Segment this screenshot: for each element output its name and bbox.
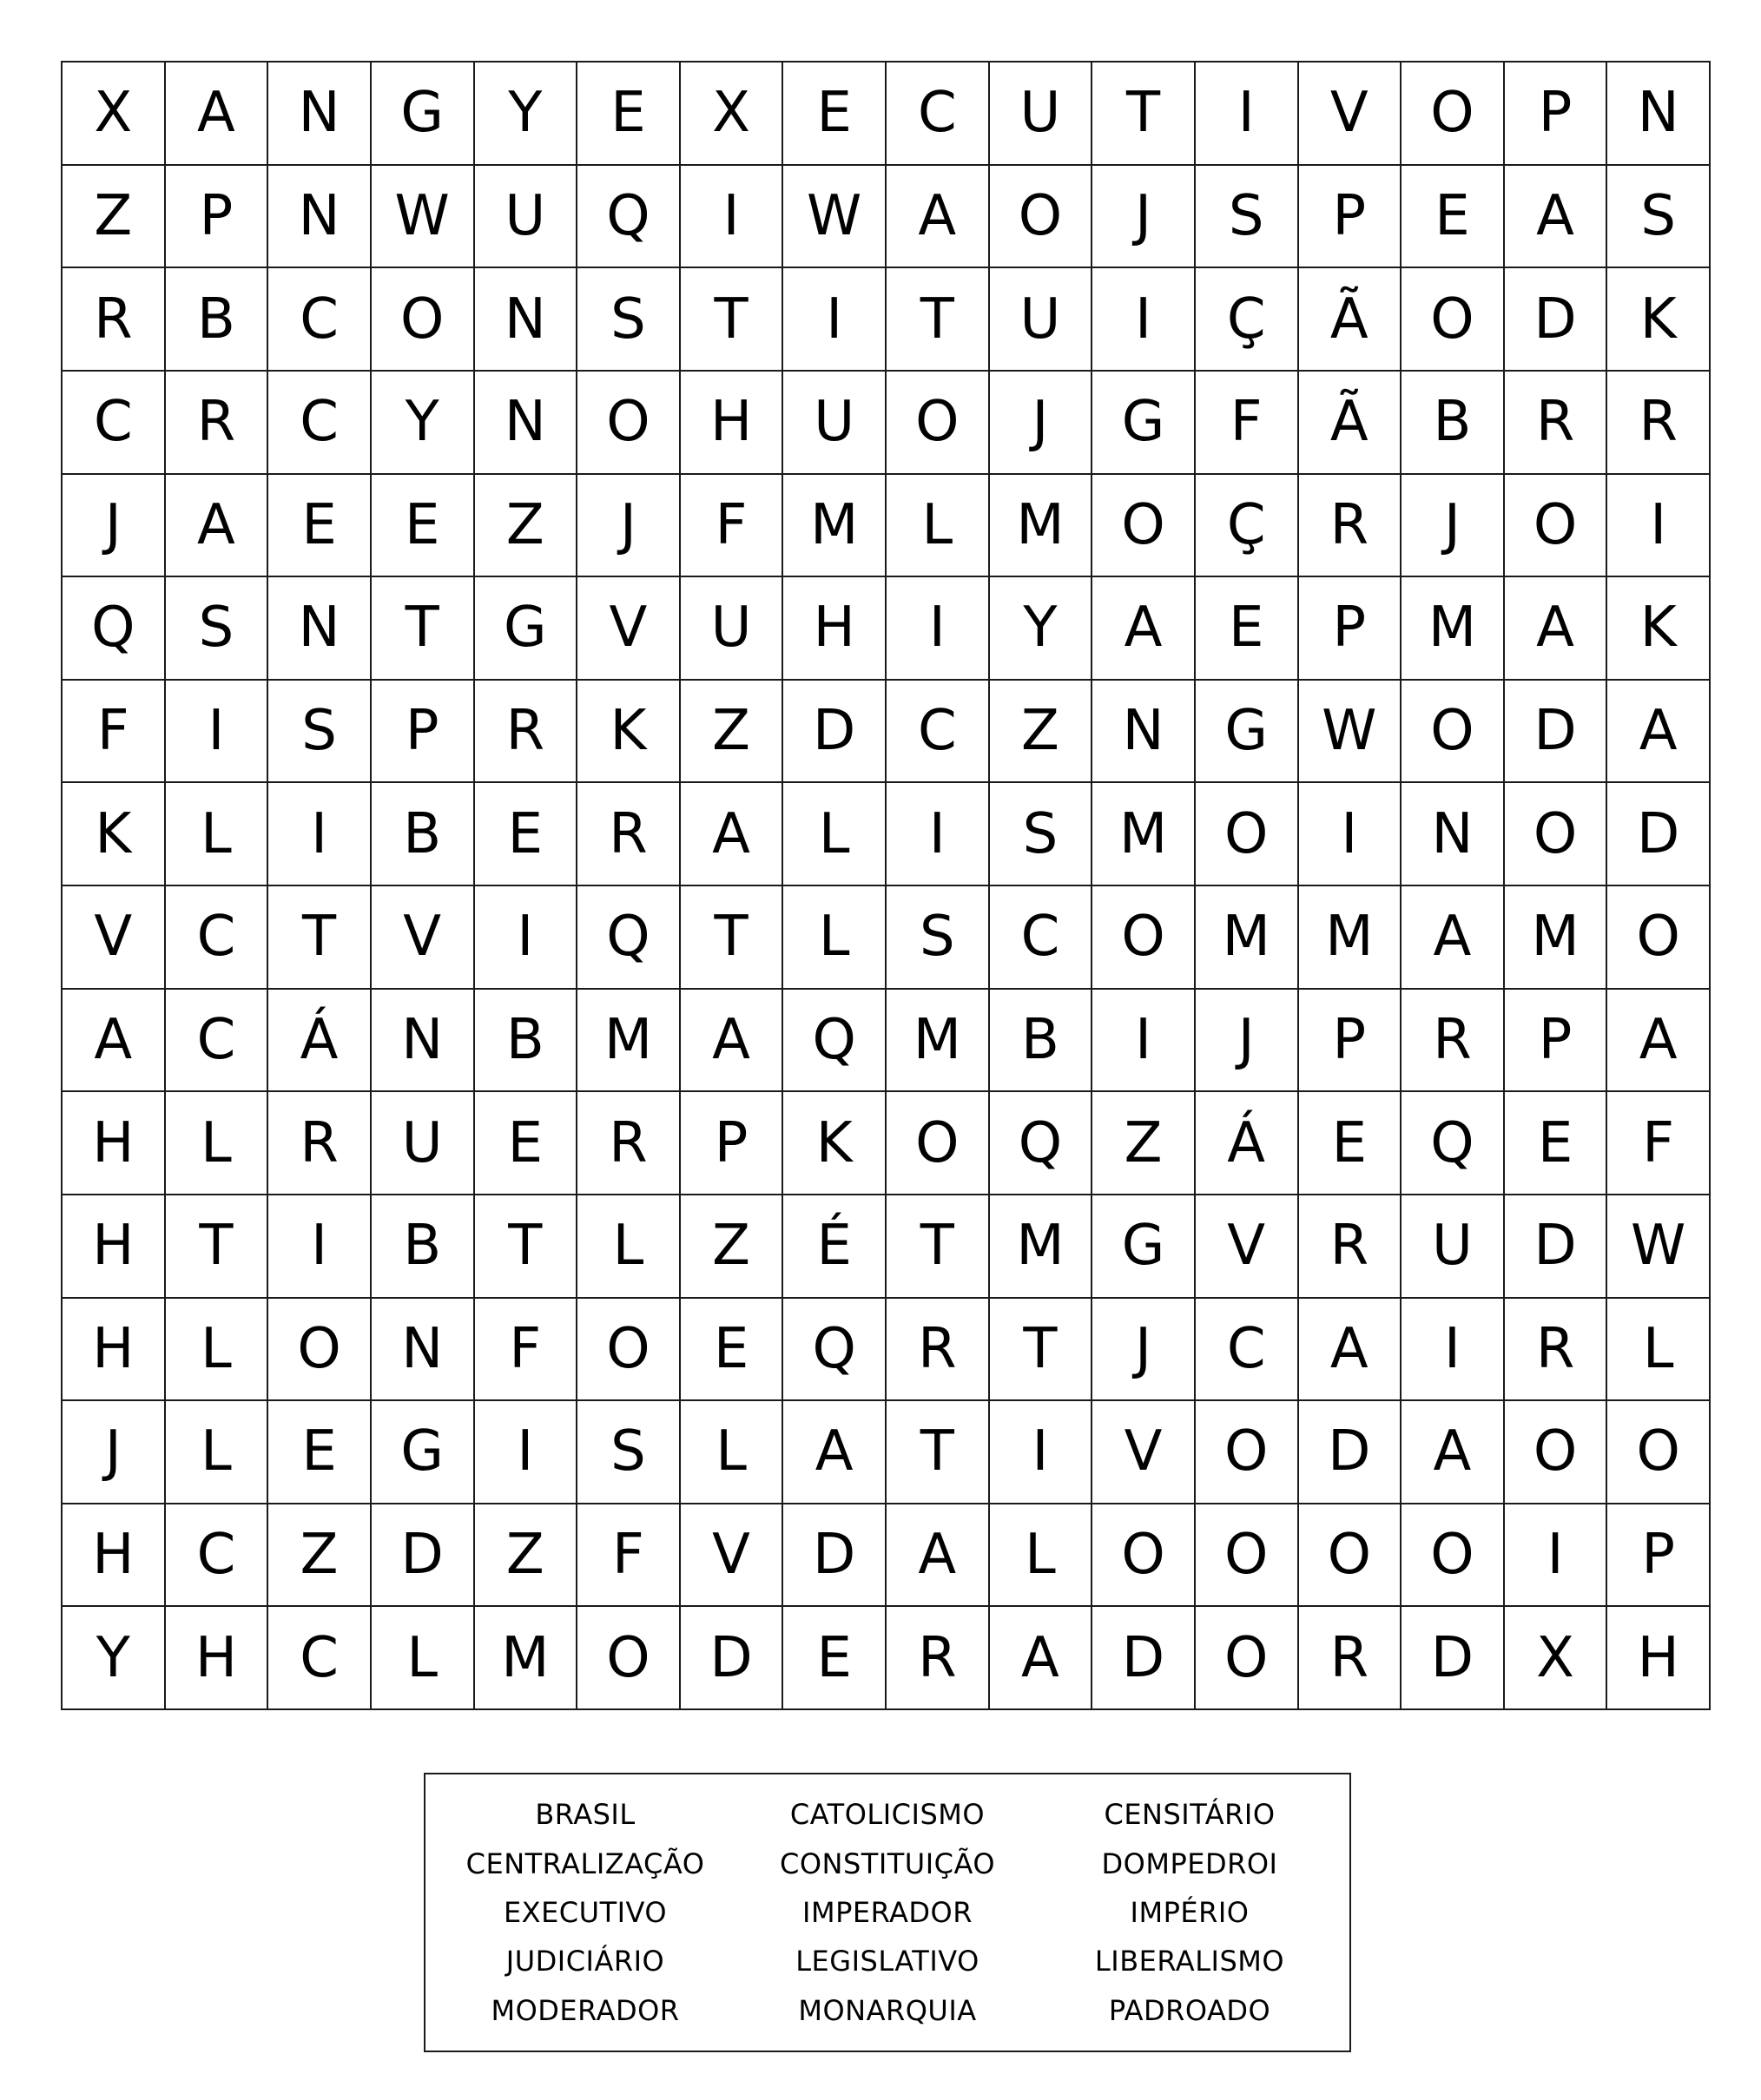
- grid-cell[interactable]: Y: [475, 63, 578, 166]
- grid-cell[interactable]: D: [681, 1607, 784, 1710]
- grid-cell[interactable]: T: [681, 268, 784, 372]
- grid-cell[interactable]: D: [1505, 681, 1608, 784]
- grid-cell[interactable]: A: [1299, 1299, 1402, 1402]
- grid-cell[interactable]: O: [1607, 886, 1711, 990]
- grid-cell[interactable]: I: [681, 166, 784, 269]
- grid-cell[interactable]: O: [1092, 1504, 1196, 1608]
- grid-cell[interactable]: D: [1505, 268, 1608, 372]
- grid-cell[interactable]: Y: [63, 1607, 166, 1710]
- grid-cell[interactable]: M: [1196, 886, 1299, 990]
- grid-cell[interactable]: P: [1299, 577, 1402, 681]
- grid-cell[interactable]: E: [681, 1299, 784, 1402]
- grid-cell[interactable]: N: [1607, 63, 1711, 166]
- grid-cell[interactable]: C: [268, 268, 372, 372]
- grid-cell[interactable]: F: [475, 1299, 578, 1402]
- grid-cell[interactable]: A: [990, 1607, 1093, 1710]
- grid-cell[interactable]: C: [166, 990, 269, 1093]
- grid-cell[interactable]: C: [887, 63, 990, 166]
- grid-cell[interactable]: Z: [681, 1195, 784, 1299]
- grid-cell[interactable]: L: [783, 886, 887, 990]
- grid-cell[interactable]: C: [887, 681, 990, 784]
- grid-cell[interactable]: I: [1299, 783, 1402, 886]
- word-list-item: PADROADO: [1108, 1993, 1271, 2027]
- grid-cell[interactable]: J: [1196, 990, 1299, 1093]
- grid-cell[interactable]: I: [268, 783, 372, 886]
- word-list-item: EXECUTIVO: [503, 1895, 668, 1929]
- grid-cell[interactable]: U: [372, 1092, 475, 1195]
- grid-cell[interactable]: C: [166, 1504, 269, 1608]
- grid-cell[interactable]: V: [681, 1504, 784, 1608]
- grid-cell[interactable]: L: [577, 1195, 681, 1299]
- grid-cell[interactable]: I: [268, 1195, 372, 1299]
- grid-cell[interactable]: É: [783, 1195, 887, 1299]
- grid-cell[interactable]: H: [166, 1607, 269, 1710]
- grid-cell[interactable]: K: [1607, 577, 1711, 681]
- grid-cell[interactable]: V: [1299, 63, 1402, 166]
- grid-cell[interactable]: M: [1092, 783, 1196, 886]
- grid-cell[interactable]: A: [1505, 166, 1608, 269]
- grid-cell[interactable]: I: [166, 681, 269, 784]
- grid-cell[interactable]: J: [63, 1401, 166, 1504]
- grid-cell[interactable]: K: [1607, 268, 1711, 372]
- grid-cell[interactable]: Q: [783, 1299, 887, 1402]
- grid-cell[interactable]: B: [372, 783, 475, 886]
- grid-cell[interactable]: S: [990, 783, 1093, 886]
- grid-cell[interactable]: Ç: [1196, 475, 1299, 578]
- grid-cell[interactable]: T: [887, 1401, 990, 1504]
- grid-cell[interactable]: O: [1196, 783, 1299, 886]
- grid-cell[interactable]: H: [63, 1504, 166, 1608]
- grid-cell[interactable]: U: [681, 577, 784, 681]
- grid-cell[interactable]: I: [1092, 990, 1196, 1093]
- grid-cell[interactable]: I: [1505, 1504, 1608, 1608]
- grid-cell[interactable]: A: [1402, 886, 1505, 990]
- grid-cell[interactable]: G: [1092, 372, 1196, 475]
- grid-cell[interactable]: K: [577, 681, 681, 784]
- grid-cell[interactable]: C: [990, 886, 1093, 990]
- grid-cell[interactable]: O: [1505, 475, 1608, 578]
- grid-cell[interactable]: F: [1196, 372, 1299, 475]
- grid-cell[interactable]: R: [577, 783, 681, 886]
- grid-cell[interactable]: T: [475, 1195, 578, 1299]
- grid-cell[interactable]: C: [268, 372, 372, 475]
- grid-cell[interactable]: L: [166, 1299, 269, 1402]
- grid-cell[interactable]: D: [1402, 1607, 1505, 1710]
- grid-cell[interactable]: A: [887, 166, 990, 269]
- grid-cell[interactable]: T: [990, 1299, 1093, 1402]
- grid-cell[interactable]: P: [372, 681, 475, 784]
- grid-cell[interactable]: I: [990, 1401, 1093, 1504]
- grid-cell[interactable]: R: [1402, 990, 1505, 1093]
- grid-cell[interactable]: T: [681, 886, 784, 990]
- grid-cell[interactable]: C: [268, 1607, 372, 1710]
- grid-cell[interactable]: O: [1505, 1401, 1608, 1504]
- grid-cell[interactable]: A: [166, 475, 269, 578]
- grid-cell[interactable]: O: [577, 1299, 681, 1402]
- grid-cell[interactable]: X: [1505, 1607, 1608, 1710]
- grid-cell[interactable]: O: [1196, 1504, 1299, 1608]
- grid-cell[interactable]: V: [577, 577, 681, 681]
- grid-cell[interactable]: J: [63, 475, 166, 578]
- grid-cell[interactable]: Y: [990, 577, 1093, 681]
- grid-cell[interactable]: R: [887, 1607, 990, 1710]
- grid-cell[interactable]: G: [372, 63, 475, 166]
- grid-cell[interactable]: Z: [1092, 1092, 1196, 1195]
- grid-cell[interactable]: L: [166, 783, 269, 886]
- grid-cell[interactable]: P: [1607, 1504, 1711, 1608]
- word-list-item: CENSITÁRIO: [1104, 1798, 1276, 1832]
- grid-cell[interactable]: R: [577, 1092, 681, 1195]
- grid-cell[interactable]: T: [268, 886, 372, 990]
- grid-cell[interactable]: O: [1402, 681, 1505, 784]
- grid-cell[interactable]: W: [1607, 1195, 1711, 1299]
- word-list-item: JUDICIÁRIO: [505, 1945, 665, 1978]
- grid-cell[interactable]: Z: [63, 166, 166, 269]
- word-list-item: MODERADOR: [491, 1993, 680, 2027]
- grid-cell[interactable]: B: [166, 268, 269, 372]
- grid-cell[interactable]: E: [268, 475, 372, 578]
- grid-cell[interactable]: R: [166, 372, 269, 475]
- grid-cell[interactable]: E: [1505, 1092, 1608, 1195]
- grid-cell[interactable]: O: [1196, 1401, 1299, 1504]
- grid-cell[interactable]: D: [1299, 1401, 1402, 1504]
- word-list-item: IMPERADOR: [802, 1895, 973, 1929]
- grid-cell[interactable]: Q: [63, 577, 166, 681]
- grid-cell[interactable]: C: [166, 886, 269, 990]
- grid-cell[interactable]: L: [681, 1401, 784, 1504]
- grid-cell[interactable]: M: [990, 1195, 1093, 1299]
- grid-cell[interactable]: O: [372, 268, 475, 372]
- grid-cell[interactable]: O: [1402, 268, 1505, 372]
- grid-cell[interactable]: C: [63, 372, 166, 475]
- grid-cell[interactable]: P: [681, 1092, 784, 1195]
- grid-cell[interactable]: R: [887, 1299, 990, 1402]
- grid-cell[interactable]: I: [887, 577, 990, 681]
- grid-cell[interactable]: D: [783, 681, 887, 784]
- grid-cell[interactable]: S: [887, 886, 990, 990]
- grid-cell[interactable]: O: [887, 372, 990, 475]
- grid-cell[interactable]: O: [887, 1092, 990, 1195]
- grid-cell[interactable]: W: [783, 166, 887, 269]
- word-list-item: CONSTITUIÇÃO: [779, 1847, 996, 1880]
- grid-cell[interactable]: R: [63, 268, 166, 372]
- grid-cell[interactable]: R: [268, 1092, 372, 1195]
- grid-cell[interactable]: E: [577, 63, 681, 166]
- grid-cell[interactable]: B: [475, 990, 578, 1093]
- grid-cell[interactable]: E: [475, 1092, 578, 1195]
- grid-cell[interactable]: L: [990, 1504, 1093, 1608]
- grid-cell[interactable]: N: [475, 268, 578, 372]
- grid-cell[interactable]: Z: [268, 1504, 372, 1608]
- grid-cell[interactable]: W: [1299, 681, 1402, 784]
- grid-cell[interactable]: N: [268, 63, 372, 166]
- grid-cell[interactable]: X: [63, 63, 166, 166]
- grid-cell[interactable]: W: [372, 166, 475, 269]
- word-list-item: BRASIL: [535, 1798, 636, 1832]
- grid-cell[interactable]: E: [1299, 1092, 1402, 1195]
- grid-cell[interactable]: R: [475, 681, 578, 784]
- grid-cell[interactable]: Ã: [1299, 268, 1402, 372]
- grid-cell[interactable]: L: [166, 1401, 269, 1504]
- grid-cell[interactable]: J: [1092, 166, 1196, 269]
- grid-cell[interactable]: O: [268, 1299, 372, 1402]
- grid-cell[interactable]: I: [1402, 1299, 1505, 1402]
- grid-cell[interactable]: Á: [1196, 1092, 1299, 1195]
- word-list-item: DOMPEDROI: [1101, 1847, 1278, 1880]
- grid-cell[interactable]: N: [372, 990, 475, 1093]
- grid-cell[interactable]: X: [681, 63, 784, 166]
- grid-cell[interactable]: L: [783, 783, 887, 886]
- grid-cell[interactable]: V: [63, 886, 166, 990]
- grid-cell[interactable]: O: [1092, 886, 1196, 990]
- grid-cell[interactable]: A: [783, 1401, 887, 1504]
- grid-cell[interactable]: I: [783, 268, 887, 372]
- grid-cell[interactable]: O: [1402, 1504, 1505, 1608]
- grid-cell[interactable]: M: [887, 990, 990, 1093]
- grid-cell[interactable]: S: [577, 268, 681, 372]
- grid-cell[interactable]: M: [1505, 886, 1608, 990]
- grid-cell[interactable]: L: [372, 1607, 475, 1710]
- word-list-item: CATOLICISMO: [789, 1798, 986, 1832]
- grid-cell[interactable]: I: [1196, 63, 1299, 166]
- grid-cell[interactable]: A: [681, 990, 784, 1093]
- grid-cell[interactable]: H: [681, 372, 784, 475]
- grid-cell[interactable]: A: [1607, 681, 1711, 784]
- grid-cell[interactable]: O: [990, 166, 1093, 269]
- grid-cell[interactable]: T: [1092, 63, 1196, 166]
- grid-cell[interactable]: A: [1505, 577, 1608, 681]
- grid-cell[interactable]: G: [1092, 1195, 1196, 1299]
- grid-cell[interactable]: E: [475, 783, 578, 886]
- grid-cell[interactable]: D: [1505, 1195, 1608, 1299]
- word-list-item: CENTRALIZAÇÃO: [465, 1847, 705, 1880]
- grid-cell[interactable]: F: [63, 681, 166, 784]
- grid-cell[interactable]: B: [1402, 372, 1505, 475]
- grid-cell[interactable]: O: [1607, 1401, 1711, 1504]
- grid-cell[interactable]: M: [990, 475, 1093, 578]
- grid-cell[interactable]: Y: [372, 372, 475, 475]
- grid-cell[interactable]: A: [887, 1504, 990, 1608]
- grid-cell[interactable]: T: [166, 1195, 269, 1299]
- grid-cell[interactable]: R: [1607, 372, 1711, 475]
- grid-cell[interactable]: G: [372, 1401, 475, 1504]
- grid-cell[interactable]: O: [1092, 475, 1196, 578]
- grid-cell[interactable]: O: [577, 1607, 681, 1710]
- grid-cell[interactable]: N: [268, 577, 372, 681]
- grid-cell[interactable]: S: [577, 1401, 681, 1504]
- grid-cell[interactable]: L: [166, 1092, 269, 1195]
- grid-cell[interactable]: J: [577, 475, 681, 578]
- grid-cell[interactable]: J: [1402, 475, 1505, 578]
- grid-cell[interactable]: F: [577, 1504, 681, 1608]
- grid-cell[interactable]: H: [63, 1299, 166, 1402]
- letter-grid: [61, 61, 1711, 1710]
- grid-cell[interactable]: Q: [577, 886, 681, 990]
- word-list-item: LEGISLATIVO: [795, 1945, 979, 1978]
- grid-cell[interactable]: J: [990, 372, 1093, 475]
- grid-cell[interactable]: Ç: [1196, 268, 1299, 372]
- grid-cell[interactable]: U: [783, 372, 887, 475]
- grid-cell[interactable]: Q: [1402, 1092, 1505, 1195]
- grid-cell[interactable]: Z: [475, 1504, 578, 1608]
- grid-cell[interactable]: M: [1402, 577, 1505, 681]
- grid-cell[interactable]: D: [372, 1504, 475, 1608]
- grid-cell[interactable]: S: [268, 681, 372, 784]
- grid-cell[interactable]: H: [783, 577, 887, 681]
- grid-cell[interactable]: H: [63, 1195, 166, 1299]
- grid-cell[interactable]: P: [1299, 990, 1402, 1093]
- grid-cell[interactable]: Ã: [1299, 372, 1402, 475]
- grid-cell[interactable]: O: [1299, 1504, 1402, 1608]
- grid-cell[interactable]: Q: [783, 990, 887, 1093]
- grid-cell[interactable]: S: [166, 577, 269, 681]
- grid-cell[interactable]: N: [268, 166, 372, 269]
- grid-cell[interactable]: E: [1196, 577, 1299, 681]
- grid-cell[interactable]: H: [63, 1092, 166, 1195]
- grid-cell[interactable]: R: [1299, 475, 1402, 578]
- grid-cell[interactable]: R: [1505, 1299, 1608, 1402]
- grid-cell[interactable]: K: [783, 1092, 887, 1195]
- grid-cell[interactable]: S: [1196, 166, 1299, 269]
- grid-cell[interactable]: R: [1299, 1195, 1402, 1299]
- grid-cell[interactable]: T: [887, 268, 990, 372]
- grid-cell[interactable]: P: [1505, 990, 1608, 1093]
- grid-cell[interactable]: O: [1196, 1607, 1299, 1710]
- grid-cell[interactable]: D: [1092, 1607, 1196, 1710]
- grid-cell[interactable]: I: [475, 886, 578, 990]
- grid-cell[interactable]: E: [268, 1401, 372, 1504]
- grid-cell[interactable]: A: [1607, 990, 1711, 1093]
- grid-cell[interactable]: E: [1402, 166, 1505, 269]
- word-list-item: IMPÉRIO: [1130, 1895, 1250, 1929]
- grid-cell[interactable]: N: [372, 1299, 475, 1402]
- grid-cell[interactable]: F: [681, 475, 784, 578]
- grid-cell[interactable]: T: [372, 577, 475, 681]
- grid-cell[interactable]: Q: [990, 1092, 1093, 1195]
- grid-cell[interactable]: I: [475, 1401, 578, 1504]
- grid-cell[interactable]: P: [1299, 166, 1402, 269]
- grid-cell[interactable]: D: [783, 1504, 887, 1608]
- grid-cell[interactable]: I: [887, 783, 990, 886]
- grid-cell[interactable]: M: [1299, 886, 1402, 990]
- grid-cell[interactable]: V: [1092, 1401, 1196, 1504]
- grid-cell[interactable]: O: [1505, 783, 1608, 886]
- grid-cell[interactable]: G: [1196, 681, 1299, 784]
- grid-cell[interactable]: D: [1607, 783, 1711, 886]
- grid-cell[interactable]: P: [1505, 63, 1608, 166]
- grid-cell[interactable]: U: [990, 63, 1093, 166]
- grid-cell[interactable]: L: [1607, 1299, 1711, 1402]
- word-bank: [424, 1773, 1351, 2052]
- grid-cell[interactable]: A: [166, 63, 269, 166]
- grid-cell[interactable]: P: [166, 166, 269, 269]
- grid-cell[interactable]: N: [1402, 783, 1505, 886]
- word-list-item: MONARQUIA: [798, 1993, 977, 2027]
- grid-cell[interactable]: C: [1196, 1299, 1299, 1402]
- grid-cell[interactable]: B: [372, 1195, 475, 1299]
- grid-cell[interactable]: Q: [577, 166, 681, 269]
- grid-cell[interactable]: O: [1402, 63, 1505, 166]
- grid-cell[interactable]: Z: [475, 475, 578, 578]
- grid-cell[interactable]: A: [681, 783, 784, 886]
- grid-cell[interactable]: U: [990, 268, 1093, 372]
- grid-cell[interactable]: S: [1607, 166, 1711, 269]
- grid-cell[interactable]: T: [887, 1195, 990, 1299]
- grid-cell[interactable]: E: [783, 63, 887, 166]
- grid-cell[interactable]: N: [1092, 681, 1196, 784]
- grid-cell[interactable]: Á: [268, 990, 372, 1093]
- grid-cell[interactable]: Z: [990, 681, 1093, 784]
- grid-cell[interactable]: R: [1505, 372, 1608, 475]
- grid-cell[interactable]: M: [783, 475, 887, 578]
- grid-cell[interactable]: K: [63, 783, 166, 886]
- grid-cell[interactable]: V: [372, 886, 475, 990]
- grid-cell[interactable]: F: [1607, 1092, 1711, 1195]
- grid-cell[interactable]: V: [1196, 1195, 1299, 1299]
- word-list-item: LIBERALISMO: [1094, 1945, 1285, 1978]
- grid-cell[interactable]: M: [475, 1607, 578, 1710]
- grid-cell[interactable]: I: [1092, 268, 1196, 372]
- grid-cell[interactable]: A: [1092, 577, 1196, 681]
- grid-cell[interactable]: M: [577, 990, 681, 1093]
- grid-cell[interactable]: A: [1402, 1401, 1505, 1504]
- grid-cell[interactable]: E: [372, 475, 475, 578]
- grid-cell[interactable]: N: [475, 372, 578, 475]
- grid-cell[interactable]: L: [887, 475, 990, 578]
- grid-cell[interactable]: H: [1607, 1607, 1711, 1710]
- grid-cell[interactable]: J: [1092, 1299, 1196, 1402]
- grid-cell[interactable]: U: [1402, 1195, 1505, 1299]
- grid-cell[interactable]: G: [475, 577, 578, 681]
- grid-cell[interactable]: R: [1299, 1607, 1402, 1710]
- grid-cell[interactable]: I: [1607, 475, 1711, 578]
- grid-cell[interactable]: B: [990, 990, 1093, 1093]
- grid-cell[interactable]: O: [577, 372, 681, 475]
- grid-cell[interactable]: U: [475, 166, 578, 269]
- grid-cell[interactable]: A: [63, 990, 166, 1093]
- grid-cell[interactable]: Z: [681, 681, 784, 784]
- grid-cell[interactable]: E: [783, 1607, 887, 1710]
